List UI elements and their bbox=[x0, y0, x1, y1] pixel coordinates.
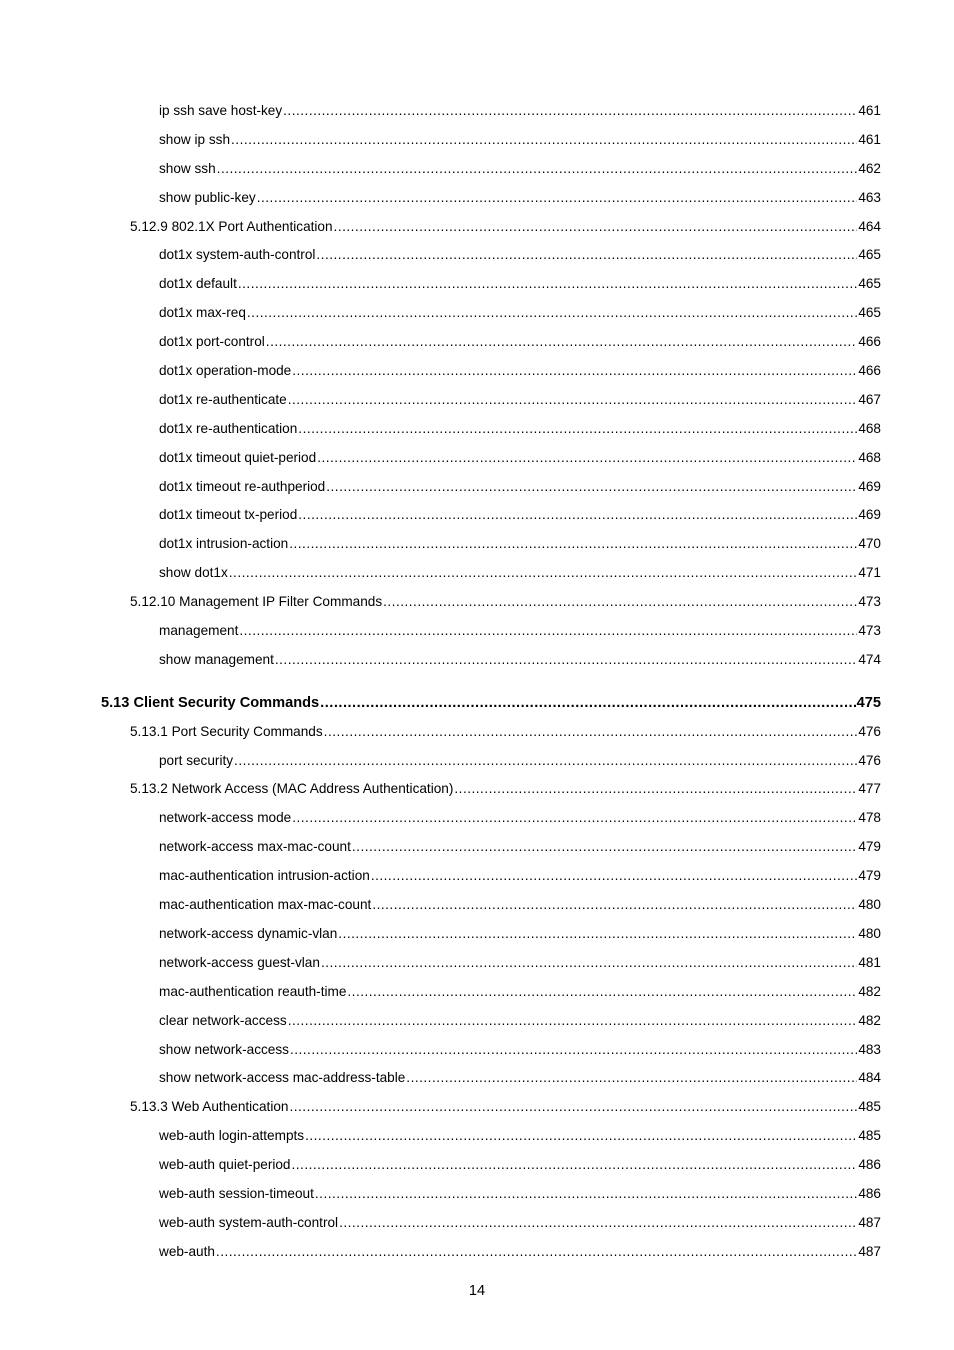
toc-entry-page: 476 bbox=[858, 723, 881, 739]
toc-command-entry[interactable] bbox=[0, 299, 954, 328]
toc-dot-leader bbox=[238, 270, 857, 299]
toc-command-entry[interactable] bbox=[0, 747, 954, 776]
toc-entry-page: 478 bbox=[858, 810, 881, 826]
toc-dot-leader bbox=[292, 804, 857, 833]
toc-dot-leader bbox=[290, 1036, 857, 1065]
toc-dot-leader bbox=[339, 1209, 857, 1238]
toc-dot-leader bbox=[315, 1180, 857, 1209]
toc-dot-leader bbox=[292, 357, 857, 386]
toc-entry-page: 463 bbox=[858, 189, 881, 205]
toc-command-entry[interactable] bbox=[0, 617, 954, 646]
toc-entry-page: 462 bbox=[858, 160, 881, 176]
toc-command-entry[interactable] bbox=[0, 357, 954, 386]
toc-entry-page: 482 bbox=[858, 1012, 881, 1028]
toc-entry-title: show public-key bbox=[159, 189, 256, 205]
toc-dot-leader bbox=[229, 559, 858, 588]
toc-entry-title: network-access max-mac-count bbox=[159, 839, 351, 855]
toc-entry-title: web-auth system-auth-control bbox=[159, 1214, 339, 1230]
toc-command-entry[interactable] bbox=[0, 862, 954, 891]
toc-entry-title: 5.12.9 802.1X Port Authentication bbox=[130, 218, 333, 234]
toc-entry-page: 484 bbox=[858, 1070, 881, 1086]
toc-entry-title: dot1x system-auth-control bbox=[159, 247, 316, 263]
toc-dot-leader bbox=[239, 617, 857, 646]
toc-entry-title: dot1x default bbox=[159, 276, 237, 292]
toc-entry-page: 469 bbox=[858, 507, 881, 523]
toc-dot-leader bbox=[406, 1064, 857, 1093]
toc-dot-leader bbox=[257, 184, 858, 213]
toc-dot-leader bbox=[320, 689, 855, 718]
toc-entry-title: 5.13 Client Security Commands bbox=[101, 694, 320, 711]
toc-dot-leader bbox=[216, 1238, 857, 1267]
toc-entry-title: clear network-access bbox=[159, 1012, 287, 1028]
toc-entry-page: 468 bbox=[858, 449, 881, 465]
toc-subsection-entry[interactable] bbox=[0, 718, 954, 747]
toc-entry-page: 465 bbox=[858, 305, 881, 321]
toc-entry-page: 473 bbox=[858, 623, 881, 639]
toc-dot-leader bbox=[275, 646, 857, 675]
toc-entry-title: dot1x max-req bbox=[159, 305, 246, 321]
toc-entry-title: dot1x re-authenticate bbox=[159, 391, 287, 407]
toc-subsection-entry[interactable] bbox=[0, 775, 954, 804]
toc-dot-leader bbox=[288, 386, 858, 415]
toc-entry-page: 474 bbox=[858, 651, 881, 667]
toc-command-entry[interactable] bbox=[0, 184, 954, 213]
toc-entry-title: dot1x port-control bbox=[159, 334, 265, 350]
toc-entry-page: 482 bbox=[858, 983, 881, 999]
toc-command-entry[interactable] bbox=[0, 155, 954, 184]
toc-entry-page: 461 bbox=[858, 103, 881, 118]
toc-entry-title: mac-authentication reauth-time bbox=[159, 983, 347, 999]
toc-entry-page: 480 bbox=[858, 897, 881, 913]
toc-command-entry[interactable] bbox=[0, 1064, 954, 1093]
toc-command-entry[interactable] bbox=[0, 1122, 954, 1151]
toc-dot-leader bbox=[316, 241, 857, 270]
toc-dot-leader bbox=[454, 775, 857, 804]
toc-entry-title: web-auth login-attempts bbox=[159, 1128, 305, 1144]
toc-entry-title: dot1x intrusion-action bbox=[159, 536, 289, 552]
toc-dot-leader bbox=[289, 530, 857, 559]
toc-dot-leader bbox=[292, 1151, 858, 1180]
toc-dot-leader bbox=[231, 126, 857, 155]
toc-entry-page: 487 bbox=[858, 1243, 881, 1259]
toc-command-entry[interactable] bbox=[0, 1209, 954, 1238]
toc-command-entry[interactable] bbox=[0, 833, 954, 862]
toc-dot-leader bbox=[338, 920, 857, 949]
toc-dot-leader bbox=[288, 1007, 858, 1036]
toc-command-entry[interactable] bbox=[0, 891, 954, 920]
toc-entry-page: 470 bbox=[858, 536, 881, 552]
toc-entry-title: dot1x timeout tx-period bbox=[159, 507, 298, 523]
toc-dot-leader bbox=[371, 862, 857, 891]
toc-entry-title: show ip ssh bbox=[159, 131, 231, 147]
toc-command-entry[interactable] bbox=[0, 804, 954, 833]
toc-entry-title: show ssh bbox=[159, 160, 216, 176]
page-number: 14 bbox=[468, 1283, 486, 1299]
toc-entry-title: dot1x timeout re-authperiod bbox=[159, 478, 326, 494]
toc-entry-title: port security bbox=[159, 752, 234, 768]
toc-command-entry[interactable] bbox=[0, 473, 954, 502]
toc-entry-page: 465 bbox=[858, 276, 881, 292]
toc-command-entry[interactable] bbox=[0, 1180, 954, 1209]
toc-entry-title: 5.13.3 Web Authentication bbox=[130, 1099, 289, 1115]
toc-command-entry[interactable] bbox=[0, 270, 954, 299]
toc-entry-title: 5.12.10 Management IP Filter Commands bbox=[130, 594, 383, 610]
toc-command-entry[interactable] bbox=[0, 97, 954, 126]
toc-entry-page: 483 bbox=[858, 1041, 881, 1057]
toc-entry-page: 487 bbox=[858, 1214, 881, 1230]
toc-section-entry[interactable] bbox=[0, 689, 954, 718]
toc-entry-page: 485 bbox=[858, 1099, 881, 1115]
toc-command-entry[interactable] bbox=[0, 1036, 954, 1065]
toc-command-entry[interactable] bbox=[0, 646, 954, 675]
toc-entry-title: show network-access bbox=[159, 1041, 289, 1057]
toc-command-entry[interactable] bbox=[0, 920, 954, 949]
toc-entry-page: 481 bbox=[858, 954, 881, 970]
toc-entry-page: 473 bbox=[858, 594, 881, 610]
toc-command-entry[interactable] bbox=[0, 501, 954, 530]
toc-dot-leader bbox=[298, 415, 857, 444]
toc-entry-title: web-auth quiet-period bbox=[159, 1157, 291, 1173]
toc-entry-title: dot1x timeout quiet-period bbox=[159, 449, 317, 465]
toc-command-entry[interactable] bbox=[0, 386, 954, 415]
toc-command-entry[interactable] bbox=[0, 241, 954, 270]
toc-entry-title: network-access guest-vlan bbox=[159, 954, 320, 970]
toc-command-entry[interactable] bbox=[0, 559, 954, 588]
toc-entry-page: 475 bbox=[856, 694, 881, 711]
toc-entry-title: 5.13.2 Network Access (MAC Address Authentication) bbox=[130, 781, 454, 797]
toc-command-entry[interactable] bbox=[0, 530, 954, 559]
toc-dot-leader bbox=[266, 328, 858, 357]
toc-entry-page: 464 bbox=[858, 218, 881, 234]
toc-entry-title: web-auth bbox=[159, 1243, 215, 1259]
toc-entry-title: show dot1x bbox=[159, 565, 228, 581]
toc-entry-title: web-auth session-timeout bbox=[159, 1185, 314, 1201]
toc-entry-page: 466 bbox=[858, 334, 881, 350]
toc-command-entry[interactable] bbox=[0, 415, 954, 444]
toc-subsection-entry[interactable] bbox=[0, 213, 954, 242]
toc-dot-leader bbox=[352, 833, 857, 862]
toc-dot-leader bbox=[217, 155, 858, 184]
toc-entry-title: dot1x re-authentication bbox=[159, 420, 298, 436]
toc-entry-page: 471 bbox=[858, 565, 881, 581]
toc-dot-leader bbox=[247, 299, 857, 328]
toc-entry-page: 466 bbox=[858, 363, 881, 379]
toc-command-entry[interactable] bbox=[0, 949, 954, 978]
toc-dot-leader bbox=[283, 97, 857, 126]
toc-dot-leader bbox=[317, 444, 857, 473]
toc-dot-leader bbox=[324, 718, 858, 747]
toc-entry-title: ip ssh save host-key bbox=[159, 103, 283, 118]
toc-entry-title: network-access dynamic-vlan bbox=[159, 925, 338, 941]
toc-entry-page: 467 bbox=[858, 391, 881, 407]
toc-entry-page: 485 bbox=[858, 1128, 881, 1144]
toc-subsection-entry[interactable] bbox=[0, 1093, 954, 1122]
toc-entry-page: 465 bbox=[858, 247, 881, 263]
toc-dot-leader bbox=[289, 1093, 857, 1122]
toc-subsection-entry[interactable] bbox=[0, 588, 954, 617]
toc-entry-page: 479 bbox=[858, 839, 881, 855]
toc-entry-title: mac-authentication intrusion-action bbox=[159, 868, 370, 884]
toc-entry-title: 5.13.1 Port Security Commands bbox=[130, 723, 323, 739]
toc-command-entry[interactable] bbox=[0, 126, 954, 155]
toc-dot-leader bbox=[298, 501, 857, 530]
toc-entry-page: 479 bbox=[858, 868, 881, 884]
toc-dot-leader bbox=[383, 588, 857, 617]
toc-command-entry[interactable] bbox=[0, 444, 954, 473]
toc-entry-page: 461 bbox=[858, 131, 881, 147]
toc-entry-title: management bbox=[159, 623, 239, 639]
toc-dot-leader bbox=[305, 1122, 857, 1151]
table-of-contents bbox=[0, 97, 954, 1267]
toc-entry-page: 480 bbox=[858, 925, 881, 941]
toc-dot-leader bbox=[334, 213, 858, 242]
toc-entry-title: dot1x operation-mode bbox=[159, 363, 292, 379]
toc-entry-page: 469 bbox=[858, 478, 881, 494]
toc-entry-title: network-access mode bbox=[159, 810, 292, 826]
toc-dot-leader bbox=[321, 949, 857, 978]
toc-entry-page: 486 bbox=[858, 1185, 881, 1201]
toc-entry-title: mac-authentication max-mac-count bbox=[159, 897, 372, 913]
toc-command-entry[interactable] bbox=[0, 1007, 954, 1036]
toc-entry-title: show network-access mac-address-table bbox=[159, 1070, 406, 1086]
toc-command-entry[interactable] bbox=[0, 978, 954, 1007]
toc-entry-page: 476 bbox=[858, 752, 881, 768]
toc-dot-leader bbox=[326, 473, 857, 502]
toc-dot-leader bbox=[347, 978, 857, 1007]
toc-command-entry[interactable] bbox=[0, 1151, 954, 1180]
toc-dot-leader bbox=[234, 747, 857, 776]
toc-entry-page: 477 bbox=[858, 781, 881, 797]
toc-entry-title: show management bbox=[159, 651, 274, 667]
toc-entry-page: 486 bbox=[858, 1157, 881, 1173]
toc-command-entry[interactable] bbox=[0, 1238, 954, 1267]
toc-entry-page: 468 bbox=[858, 420, 881, 436]
toc-dot-leader bbox=[372, 891, 857, 920]
toc-command-entry[interactable] bbox=[0, 328, 954, 357]
